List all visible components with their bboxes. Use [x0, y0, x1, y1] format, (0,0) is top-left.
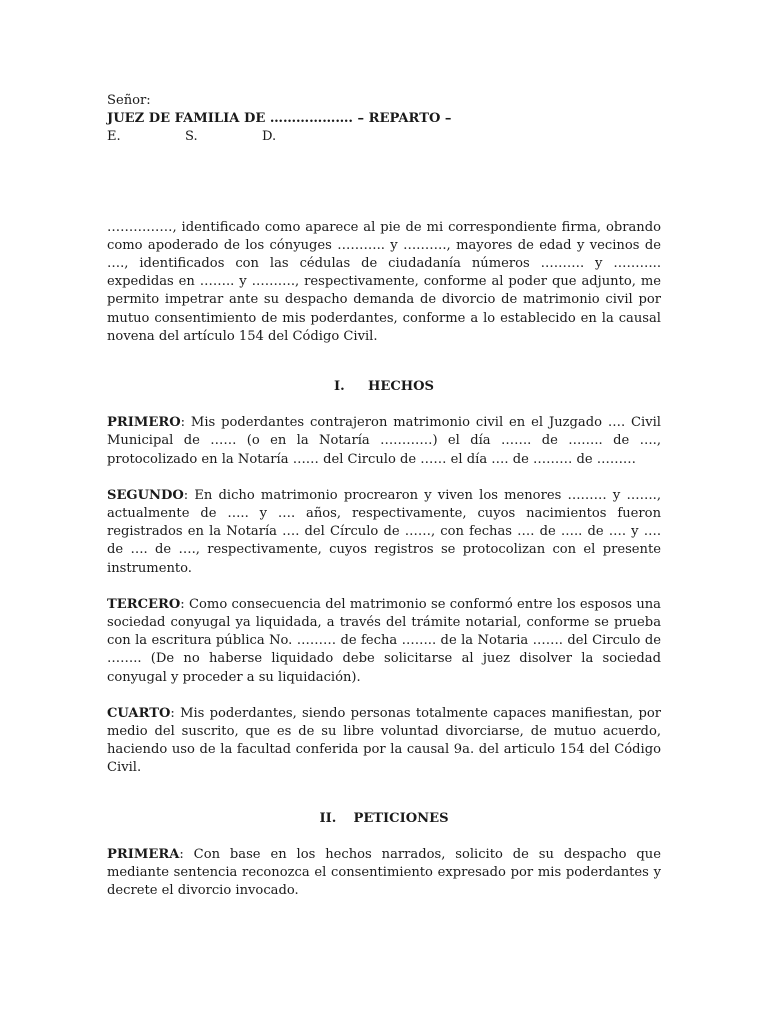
salutation: Señor:: [107, 93, 151, 108]
peticion-primera: [107, 846, 661, 901]
section-peticiones-title: [107, 810, 661, 828]
document-page: [107, 92, 661, 901]
section-number: II.: [319, 810, 337, 826]
item-label: TERCERO: [107, 596, 181, 612]
item-text: : En dicho matrimonio procrearon y viven los menores ……… y ……., actualmente de ….. y …. años, respectivamente, cuyos nacimientos fueron registrados en la Notaría …. del Círculo de ……, con fechas …. de ….. de …. y …. de …. de …., respectivamente, cuyos registros se protocolizan con el presente instrumento.: [107, 487, 661, 576]
section-title-text: PETICIONES: [353, 810, 449, 826]
eds-e: E.: [107, 129, 121, 145]
item-text: : Mis poderdantes contrajeron matrimonio civil en el Juzgado …. Civil Municipal de …… (o en la Notaría …………) el día ……. de …….. de …., protocolizado en la Notaría …… del Circulo de …… el día …. de ……… de ………: [107, 415, 661, 467]
section-hechos-title: [107, 378, 661, 396]
item-label: CUARTO: [107, 705, 171, 721]
hecho-segundo: [107, 487, 661, 578]
eds-s: S.: [185, 129, 198, 145]
hecho-tercero: [107, 596, 661, 687]
section-title-text: HECHOS: [367, 379, 434, 395]
item-label: PRIMERA: [107, 846, 180, 862]
eds-line: [107, 128, 297, 146]
section-number: I.: [333, 379, 345, 395]
hecho-primero: [107, 414, 661, 469]
item-text: : Como consecuencia del matrimonio se conformó entre los esposos una sociedad conyugal ya liquidada, a través del trámite notarial, conforme se prueba con la escritura pública No. ……… de fecha …….. de la Notaria ……. del Circulo de …….. (De no haberse liquidado debe solicitarse al juez disolver la sociedad conyugal y proceder a su liquidación).: [107, 596, 661, 685]
addressee: JUEZ DE FAMILIA DE ………………. – REPARTO –: [107, 111, 452, 127]
item-text: : Mis poderdantes, siendo personas totalmente capaces manifiestan, por medio del suscrito, que es de su libre voluntad divorciarse, de mutuo acuerdo, haciendo uso de la facultad conferida por la causal 9a. del articulo 154 del Código Civil.: [107, 705, 661, 776]
item-label: PRIMERO: [107, 415, 181, 431]
hecho-cuarto: [107, 705, 661, 778]
intro-paragraph: ……………, identificado como aparece al pie de mi correspondiente firma, obrando como apoderado de los cónyuges ……….. y ………., mayores de edad y vecinos de …., identificados con las cédulas de ciudadanía números ………. y ……….. expedidas en …….. y ………., respectivamente, conforme al poder que adjunto, me permito impetrar ante su despacho demanda de divorcio de matrimonio civil por mutuo consentimiento de mis poderdantes, conforme a lo establecido en la causal novena del artículo 154 del Código Civil.: [107, 219, 661, 344]
item-text: : Con base en los hechos narrados, solicito de su despacho que mediante sentencia reconozca el consentimiento expresado por mis poderdantes y decrete el divorcio invocado.: [107, 846, 661, 899]
item-label: SEGUNDO: [107, 487, 184, 503]
eds-d: D.: [262, 129, 277, 145]
